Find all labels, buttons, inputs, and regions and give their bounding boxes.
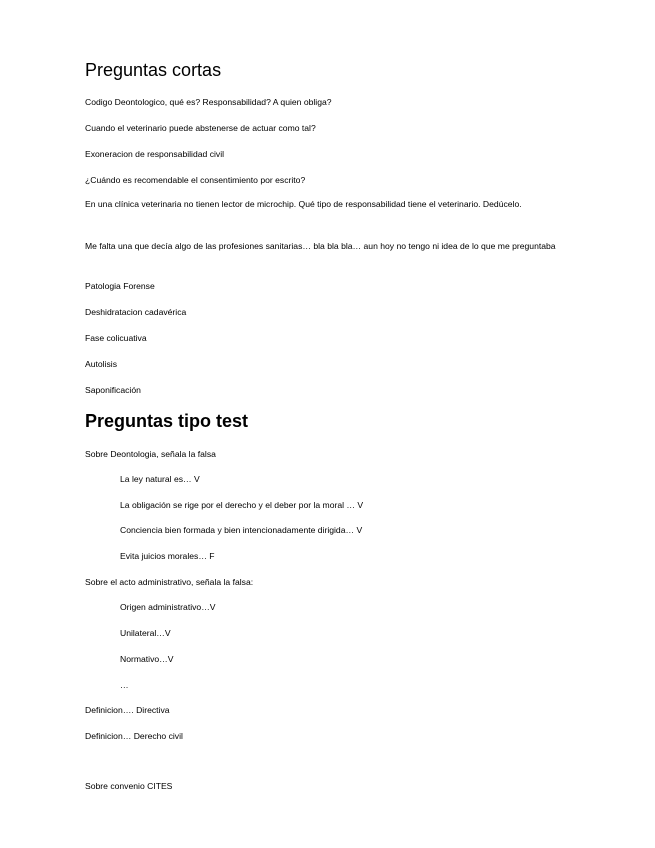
test-option: Evita juicios morales… F: [120, 551, 215, 561]
test-option: …: [120, 680, 129, 690]
test-option: La obligación se rige por el derecho y el deber por la moral … V: [120, 500, 364, 510]
test-option: Conciencia bien formada y bien intencionadamente dirigida… V: [120, 525, 363, 535]
test-question: Sobre Deontologia, señala la falsa: [85, 449, 216, 459]
question-item: Autolisis: [85, 359, 117, 369]
question-item: Me falta una que decía algo de las profesiones sanitarias… bla bla bla… aun hoy no tengo ni idea de lo que me preguntaba: [85, 241, 556, 251]
question-item: Fase colicuativa: [85, 333, 147, 343]
question-item: ¿Cuándo es recomendable el consentimiento por escrito?: [85, 175, 306, 185]
test-option: Unilateral…V: [120, 628, 171, 638]
test-option: Origen administrativo…V: [120, 602, 216, 612]
question-item: Exoneracion de responsabilidad civil: [85, 149, 225, 159]
question-item: Patologia Forense: [85, 281, 155, 291]
question-item: Cuando el veterinario puede abstenerse de actuar como tal?: [85, 123, 316, 133]
test-question: Sobre el acto administrativo, señala la falsa:: [85, 577, 254, 587]
test-question: Sobre convenio CITES: [85, 781, 173, 791]
test-question: Definicion…. Directiva: [85, 705, 170, 715]
question-item: En una clínica veterinaria no tienen lector de microchip. Qué tipo de responsabilidad tiene el veterinario. Dedúcelo.: [85, 199, 522, 209]
test-option: Normativo…V: [120, 654, 174, 664]
section-title-test-questions: Preguntas tipo test: [85, 411, 249, 431]
question-item: Saponificación: [85, 385, 141, 395]
question-item: Deshidratacion cadavérica: [85, 307, 187, 317]
test-option: La ley natural es… V: [120, 474, 200, 484]
test-question: Definicion… Derecho civil: [85, 731, 183, 741]
question-item: Codigo Deontologico, qué es? Responsabilidad? A quien obliga?: [85, 97, 332, 107]
section-title-short-questions: Preguntas cortas: [85, 60, 222, 80]
